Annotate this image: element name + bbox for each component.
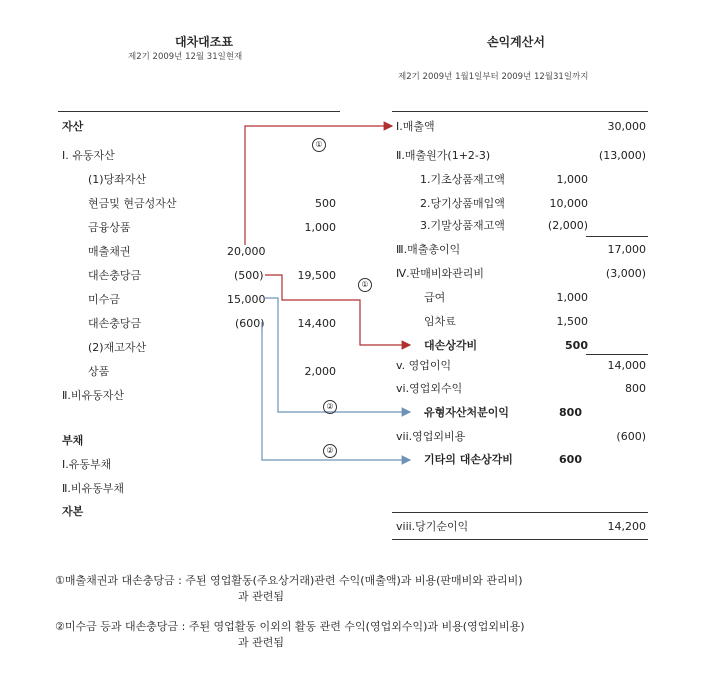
income-statement-subtitle: 제2기 2009년 1월1일부터 2009년 12월31일까지 [398, 72, 589, 82]
bs-equity-label: 자본 [62, 505, 84, 518]
is-operating-income-amount: 14,000 [607, 359, 646, 372]
is-ending-inventory-amount: (2,000) [547, 219, 588, 232]
note-1-line-2: 과 관련됨 [238, 590, 285, 603]
is-asset-disposal-gain: 유형자산처분이익 [424, 406, 510, 419]
bs-financial: 금융상품 [88, 221, 131, 234]
is-purchases-amount: 10,000 [549, 197, 588, 210]
is-asset-disposal-gain-amount: 800 [559, 406, 582, 419]
is-sga-amount: (3,000) [605, 267, 646, 280]
marker-one-middle: ① [358, 278, 372, 292]
is-rent-amount: 1,500 [556, 315, 588, 328]
is-beginning-inventory: 1.기초상품재고액 [420, 173, 505, 186]
income-statement-title: 손익계산서 [487, 35, 545, 49]
marker-one-top: ① [312, 138, 326, 152]
is-beginning-inventory-amount: 1,000 [556, 173, 588, 186]
is-net-income: viii.당기순이익 [396, 520, 469, 533]
bs-financial-amount: 1,000 [304, 221, 336, 234]
bs-allowance-1: 대손충당금 [88, 269, 142, 282]
is-purchases: 2.당기상품매입액 [420, 197, 505, 210]
bs-goods-amount: 2,000 [304, 365, 336, 378]
bs-receivables-gross: 20,000 [227, 245, 266, 258]
is-salary: 급여 [424, 291, 446, 304]
is-other-bad-debt-amount: 600 [559, 453, 582, 466]
is-net-income-amount: 14,200 [607, 520, 646, 533]
bs-other-receivables-net: 14,400 [297, 317, 336, 330]
is-bad-debt-amount: 500 [565, 339, 588, 352]
is-non-operating-income: vi.영업외수익 [396, 382, 463, 395]
bs-cash: 현금및 현금성자산 [88, 197, 177, 210]
bs-assets-label: 자산 [62, 120, 84, 133]
bs-goods: 상품 [88, 365, 110, 378]
bs-allowance-1-amount: (500) [234, 269, 264, 282]
note-2-line-2: 과 관련됨 [238, 636, 285, 649]
balance-sheet-subtitle: 제2기 2009년 12월 31일현재 [128, 52, 243, 62]
is-other-bad-debt: 기타의 대손상각비 [424, 453, 513, 466]
bs-allowance-2-amount: (600) [235, 317, 265, 330]
is-sales-amount: 30,000 [607, 120, 646, 133]
is-ending-inventory: 3.기말상품재고액 [420, 219, 505, 232]
bs-other-receivables: 미수금 [88, 293, 120, 306]
is-rent: 임차료 [424, 315, 456, 328]
is-sales: Ⅰ.매출액 [396, 120, 435, 133]
bs-inventory: (2)재고자산 [88, 341, 147, 354]
is-non-operating-income-amount: 800 [625, 382, 646, 395]
bs-liabilities-label: 부채 [62, 434, 84, 447]
is-non-operating-expense-amount: (600) [616, 430, 646, 443]
bs-quick-assets: (1)당좌자산 [88, 173, 147, 186]
bs-cash-amount: 500 [315, 197, 336, 210]
bs-receivables-net: 19,500 [297, 269, 336, 282]
marker-two-lower: ② [323, 444, 337, 458]
is-non-operating-expense: vii.영업외비용 [396, 430, 466, 443]
bs-current-assets: Ⅰ. 유동자산 [62, 149, 115, 162]
bs-other-receivables-gross: 15,000 [227, 293, 266, 306]
bs-current-liabilities: Ⅰ.유동부채 [62, 458, 112, 471]
arrow-allowance-to-other-bad-debt [262, 322, 410, 460]
is-gross-profit-amount: 17,000 [607, 243, 646, 256]
is-gross-profit: Ⅲ.매출총이익 [396, 243, 461, 256]
marker-two-upper: ② [323, 400, 337, 414]
is-cogs-amount: (13,000) [598, 149, 646, 162]
arrow-other-receivables-to-disposal-gain [264, 298, 410, 412]
is-salary-amount: 1,000 [556, 291, 588, 304]
is-sga: Ⅳ.판매비와관리비 [396, 267, 485, 280]
bs-noncurrent-liabilities: Ⅱ.비유동부채 [62, 482, 125, 495]
note-1-line-1: ①매출채권과 대손충당금 : 주된 영업활동(주요상거래)관련 수익(매출액)과 비용(판매비와 관리비) [55, 574, 523, 587]
bs-receivables: 매출채권 [88, 245, 131, 258]
is-cogs: Ⅱ.매출원가(1+2-3) [396, 149, 491, 162]
is-operating-income: v. 영업이익 [396, 359, 452, 372]
balance-sheet-title: 대차대조표 [175, 35, 233, 49]
is-bad-debt: 대손상각비 [424, 339, 478, 352]
bs-noncurrent-assets: Ⅱ.비유동자산 [62, 389, 125, 402]
note-2-line-1: ②미수금 등과 대손충당금 : 주된 영업활동 이외의 활동 관련 수익(영업외수익)과 비용(영업외비용) [55, 620, 525, 633]
bs-allowance-2: 대손충당금 [88, 317, 142, 330]
arrow-allowance-to-bad-debt [265, 275, 410, 345]
